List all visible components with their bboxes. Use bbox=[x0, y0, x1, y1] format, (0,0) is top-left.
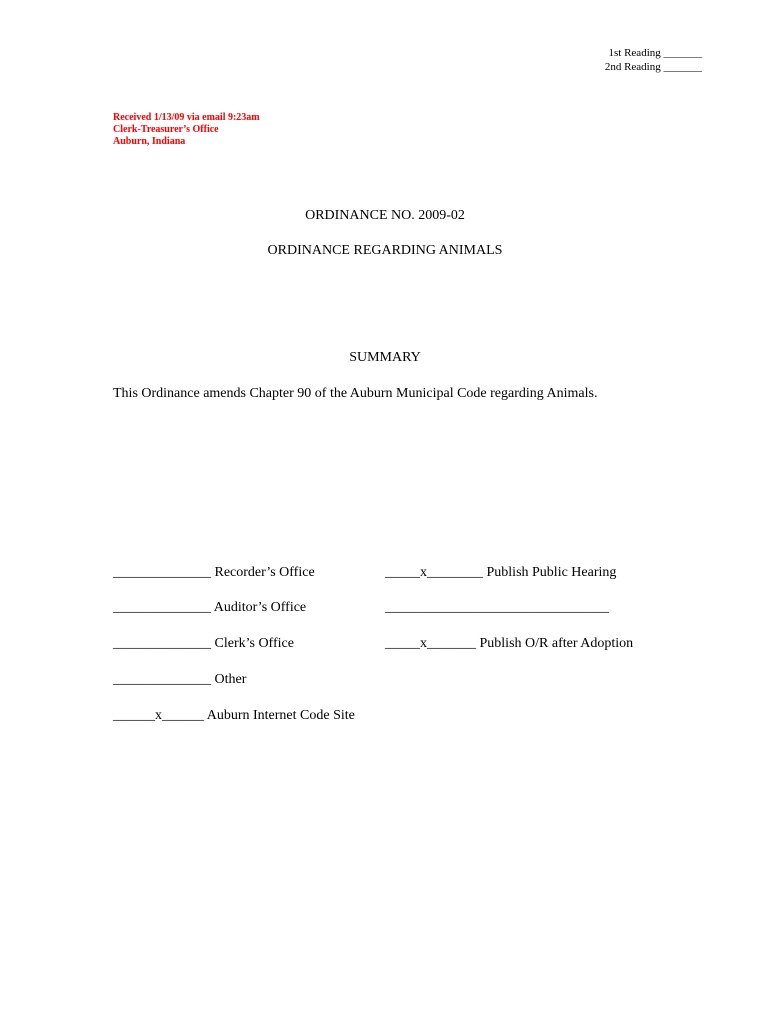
distribution-internet-code-site: ______x______ Auburn Internet Code Site bbox=[113, 708, 355, 723]
distribution-publish-public-hearing: _____x________ Publish Public Hearing bbox=[385, 565, 617, 580]
distribution-recorders-office: ______________ Recorder’s Office bbox=[113, 565, 315, 580]
stamp-location-line: Auburn, Indiana bbox=[113, 136, 186, 147]
second-reading-line: 2nd Reading _______ bbox=[604, 61, 702, 73]
ordinance-subject: ORDINANCE REGARDING ANIMALS bbox=[267, 243, 503, 258]
stamp-received-line: Received 1/13/09 via email 9:23am bbox=[113, 112, 260, 123]
distribution-other: ______________ Other bbox=[113, 672, 247, 687]
distribution-blank-line: ________________________________ bbox=[385, 600, 609, 615]
distribution-clerks-office: ______________ Clerk’s Office bbox=[113, 636, 294, 651]
first-reading-line: 1st Reading _______ bbox=[608, 47, 702, 59]
summary-heading: SUMMARY bbox=[349, 350, 421, 365]
readings-block bbox=[605, 46, 702, 74]
stamp-office-line: Clerk-Treasurer’s Office bbox=[113, 124, 219, 135]
summary-text: This Ordinance amends Chapter 90 of the Auburn Municipal Code regarding Animals. bbox=[113, 386, 598, 401]
received-stamp bbox=[113, 112, 260, 148]
distribution-publish-after-adoption: _____x_______ Publish O/R after Adoption bbox=[385, 636, 634, 651]
distribution-auditors-office: ______________ Auditor’s Office bbox=[113, 600, 307, 615]
ordinance-number: ORDINANCE NO. 2009-02 bbox=[305, 208, 465, 223]
